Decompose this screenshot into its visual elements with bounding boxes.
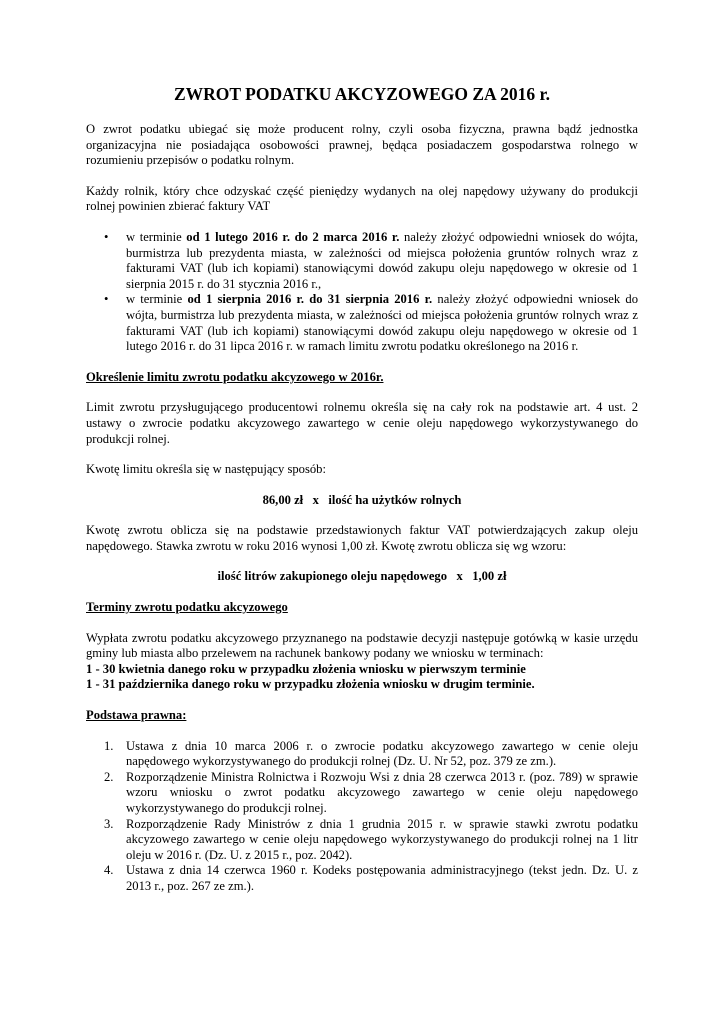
legal-item: 3. Rozporządzenie Rady Ministrów z dnia 1 grudnia 2015 r. w sprawie stawki zwrotu podatku akcyzowego zawartego w cenie oleju napędowego wykorzystywanego do produkcji rolnej na 1 litr oleju w 2016 r. (Dz. U. z 2015 r., poz. 2042). [104,816,638,862]
intro-paragraph: O zwrot podatku ubiegać się może producent rolny, czyli osoba fizyczna, prawna bądź jednostka organizacyjna nie posiadająca osobowości prawnej, będąca posiadaczem gospodarstwa rolnego w rozumieniu przepisów o podatku rolnym. [86,122,638,168]
deadline-item: • w terminie od 1 lutego 2016 r. do 2 marca 2016 r. należy złożyć odpowiedni wniosek do wójta, burmistrza lub prezydenta miasta, w zależności od miejsca położenia gruntów rolnych wraz z fakturami VAT (lub ich kopiami) stanowiącymi dowód zakupu oleju napędowego w okresie od 1 sierpnia 2015 r. do 31 stycznia 2016 r., [104,229,638,291]
limit-paragraph: Limit zwrotu przysługującego producentowi rolnemu określa się na cały rok na podstawie art. 4 ust. 2 ustawy o zwrocie podatku akcyzowego zawartego w cenie oleju napędowego wykorzystywanego do produkcji rolnej. [86,400,638,446]
refund-formula: ilość litrów zakupionego oleju napędowego x 1,00 zł [217,569,507,584]
terms-heading: Terminy zwrotu podatku akcyzowego [86,600,288,615]
legal-item: 2. Rozporządzenie Ministra Rolnictwa i Rozwoju Wsi z dnia 28 czerwca 2013 r. (poz. 789) w sprawie wzoru wniosku o zwrot podatku akcyzowego zawartego w cenie oleju napędowego wykorzystywanego do produkcji rolnej. [104,769,638,815]
terms-line-second: 1 - 31 października danego roku w przypadku złożenia wniosku w drugim terminie. [86,677,535,692]
limit-formula: 86,00 zł x ilość ha użytków rolnych [262,492,462,507]
legal-heading: Podstawa prawna: [86,708,187,723]
document-title: ZWROT PODATKU AKCYZOWEGO ZA 2016 r. [174,84,550,104]
legal-list [86,739,638,895]
bullet-icon: • [104,292,109,307]
limit-heading: Określenie limitu zwrotu podatku akcyzowego w 2016r. [86,369,384,384]
terms-line-first: 1 - 30 kwietnia danego roku w przypadku złożenia wniosku w pierwszym terminie [86,661,526,676]
legal-item: 1. Ustawa z dnia 10 marca 2006 r. o zwrocie podatku akcyzowego zawartego w cenie oleju napędowego wykorzystywanego do produkcji rolnej (Dz. U. Nr 52, poz. 379 ze zm.). [104,738,638,769]
deadline-list [86,230,638,355]
invoices-paragraph: Każdy rolnik, który chce odzyskać część pieniędzy wydanych na olej napędowy używany do produkcji rolnej powinien zbierać faktury VAT [86,183,638,214]
deadline-item: • w terminie od 1 sierpnia 2016 r. do 31 sierpnia 2016 r. należy złożyć odpowiedni wniosek do wójta, burmistrza lub prezydenta miasta, w zależności od miejsca położenia gruntów rolnych wraz z fakturami VAT (lub ich kopiami) stanowiącymi dowód zakupu oleju napędowego w okresie od 1 lutego 2016 r. do 31 lipca 2016 r. w ramach limitu zwrotu podatku określonego na 2016 r. [104,292,638,354]
terms-paragraph: Wypłata zwrotu podatku akcyzowego przyznanego na podstawie decyzji następuje gotówką w kasie urzędu gminy lub miasta albo przelewem na rachunek bankowy podany we wniosku w terminach: [86,630,638,661]
document-page [86,84,638,895]
legal-item: 4. Ustawa z dnia 14 czerwca 1960 r. Kodeks postępowania administracyjnego (tekst jedn. Dz. U. z 2013 r., poz. 267 ze zm.). [104,863,638,893]
refund-paragraph: Kwotę zwrotu oblicza się na podstawie przedstawionych faktur VAT potwierdzających zakup oleju napędowego. Stawka zwrotu w roku 2016 wynosi 1,00 zł. Kwotę zwrotu oblicza się wg wzoru: [86,523,638,553]
limit-method: Kwotę limitu określa się w następujący sposób: [86,462,326,477]
bullet-icon: • [104,229,109,244]
